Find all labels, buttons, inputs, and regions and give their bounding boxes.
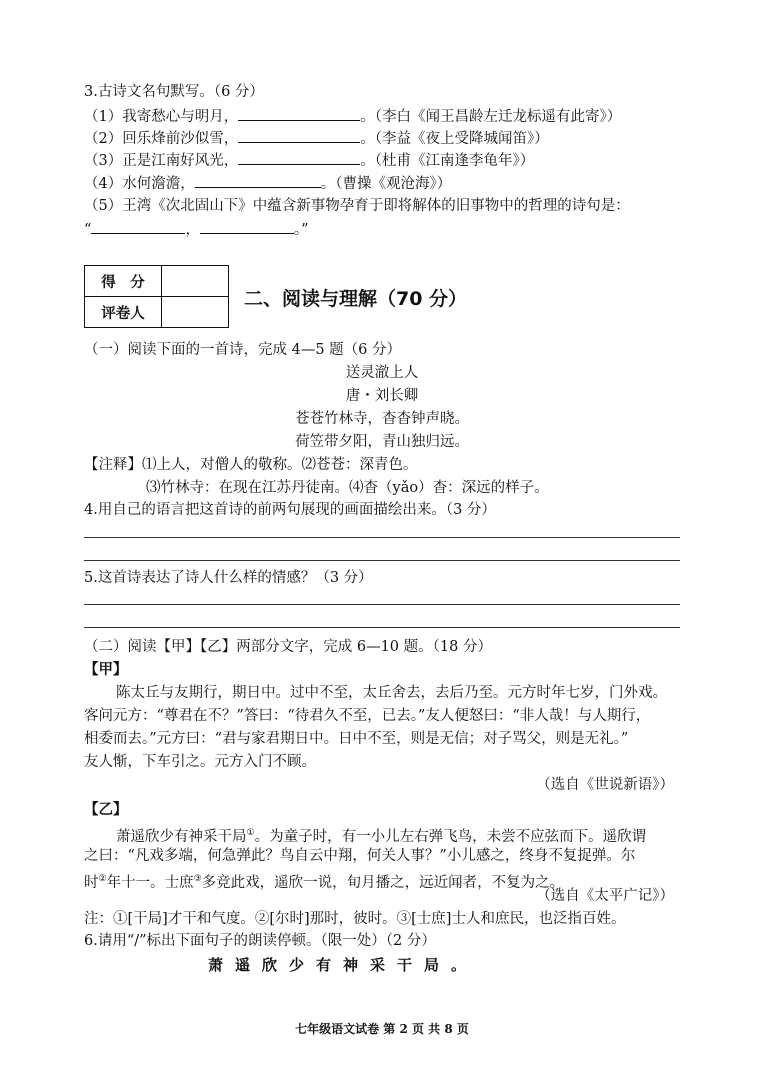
q3-item-1 xyxy=(84,106,621,127)
q5-text: 5.这首诗表达了诗人什么样的情感？（3 分） xyxy=(84,570,373,586)
q3-item-5-comma: ， xyxy=(185,222,200,238)
section-2-title: 二、阅读与理解（70 分） xyxy=(244,288,468,310)
q3-item-4-prompt: （4）水何澹澹， xyxy=(84,176,195,192)
poem-note-2: ⑶竹林寺：在现在江苏丹徒南。⑷杳（yǎo）杳：深远的样子。 xyxy=(146,480,549,496)
yi-line1-b: 。为童子时，有一小儿左右弹飞鸟，未尝不应弦而下。遥欣谓 xyxy=(254,828,647,845)
footnote-mark-3: ③ xyxy=(193,874,202,884)
poem-note-1: 【注释】⑴上人，对僧人的敬称。⑵苍苍：深青色。 xyxy=(84,457,418,473)
q3-item-4 xyxy=(84,173,451,194)
score-label: 得 分 xyxy=(85,266,162,297)
q5-answer-line-2[interactable] xyxy=(84,627,680,628)
q3-item-4-source: 。（曹操《观沧海》） xyxy=(320,176,452,192)
jia-paragraph-line-4: 友人惭，下车引之。元方入门不顾。 xyxy=(84,754,316,770)
q3-item-3-source: 。（杜甫《江南逢李龟年》） xyxy=(360,153,535,169)
q3-item-1-source: 。（李白《闻王昌龄左迁龙标遥有此寄》） xyxy=(360,109,622,125)
q3-item-3-blank[interactable] xyxy=(238,150,360,165)
grader-field[interactable] xyxy=(162,297,229,328)
q3-item-5-open-quote: “ xyxy=(84,222,92,238)
poem-line-1: 苍苍竹林寺，杳杳钟声晓。 xyxy=(295,411,469,427)
q4-answer-line-1[interactable] xyxy=(84,537,680,538)
part2-intro: （二）阅读【甲】【乙】两部分文字，完成 6—10 题。（18 分） xyxy=(84,639,492,655)
q3-item-2-prompt: （2）回乐烽前沙似雪， xyxy=(84,131,239,147)
yi-line3-a: 时 xyxy=(84,874,99,891)
yi-source: （选自《太平广记》） xyxy=(536,888,674,904)
q3-item-5-blank-1[interactable] xyxy=(91,219,185,234)
q5-answer-line-1[interactable] xyxy=(84,604,680,605)
q3-item-1-prompt: （1）我寄愁心与明月， xyxy=(84,109,239,125)
yi-paragraph-line-3 xyxy=(84,869,564,893)
poem-author: 唐・刘长卿 xyxy=(345,388,419,404)
grader-label: 评卷人 xyxy=(85,297,162,328)
q3-item-2 xyxy=(84,128,549,149)
yi-label: 【乙】 xyxy=(84,801,128,818)
poem-title: 送灵澈上人 xyxy=(345,365,419,381)
q6-sentence[interactable]: 萧遥欣少有神采干局。 xyxy=(208,956,479,974)
q3-title: 3.古诗文名句默写。（6 分） xyxy=(84,84,264,100)
footnote-mark-1: ① xyxy=(246,828,255,838)
jia-paragraph-line-1: 陈太丘与友期行，期日中。过中不至，太丘舍去，去后乃至。元方时年七岁，门外戏。 xyxy=(116,685,667,701)
part1-intro: （一）阅读下面的一首诗，完成 4—5 题（6 分） xyxy=(84,342,402,358)
jia-paragraph-line-2: 客问元方：“尊君在不？”答曰：“待君久不至，已去。”友人便怒曰：“非人哉！与人期行， xyxy=(84,708,651,724)
q3-item-2-blank[interactable] xyxy=(238,128,360,143)
q4-answer-line-2[interactable] xyxy=(84,560,680,561)
q3-item-5-close-quote: 。” xyxy=(293,222,309,238)
q3-item-4-blank[interactable] xyxy=(195,173,321,188)
yi-footnotes: 注：①[干局]才干和气度。②[尔时]那时，彼时。③[士庶]士人和庶民，也泛指百姓。 xyxy=(84,911,626,927)
poem-line-2: 荷笠带夕阳，青山独归远。 xyxy=(295,434,469,450)
jia-source: （选自《世说新语》） xyxy=(536,777,674,793)
page-footer: 七年级语文试卷 第 2 页 共 8 页 xyxy=(295,1022,469,1036)
yi-line1-a: 萧遥欣少有神采干局 xyxy=(116,828,247,845)
q3-item-2-source: 。（李益《夜上受降城闻笛》） xyxy=(360,131,549,147)
q3-item-3 xyxy=(84,150,534,171)
yi-line3-b: 年十一。士庶 xyxy=(106,874,194,891)
q3-item-1-blank[interactable] xyxy=(238,106,360,121)
q6-text: 6.请用“/”标出下面句子的朗读停顿。（限一处）（2 分） xyxy=(84,933,436,949)
jia-paragraph-line-3: 相委而去。”元方曰：“君与家君期日中。日中不至，则是无信；对子骂父，则是无礼。” xyxy=(84,731,629,747)
q4-text: 4.用自己的语言把这首诗的前两句展现的画面描绘出来。（3 分） xyxy=(84,502,496,518)
score-field[interactable] xyxy=(162,266,229,297)
yi-line3-c: 多竞此戏，遥欣一说，旬月播之，远近闻者，不复为之。 xyxy=(201,874,565,891)
jia-label: 【甲】 xyxy=(84,661,128,678)
footnote-mark-2: ② xyxy=(98,874,107,884)
q3-item-5: （5）王湾《次北固山下》中蕴含新事物孕育于即将解体的旧事物中的哲理的诗句是： xyxy=(84,198,630,214)
score-box xyxy=(84,265,229,328)
q3-item-3-prompt: （3）正是江南好风光， xyxy=(84,153,239,169)
yi-paragraph-line-2: 之曰：“凡戏多端，何急弹此？鸟自云中翔，何关人事？”小儿感之，终身不复捉弹。尔 xyxy=(84,848,636,864)
q3-item-5-answer xyxy=(84,219,309,240)
yi-paragraph-line-1 xyxy=(116,823,646,847)
q3-item-5-blank-2[interactable] xyxy=(200,219,294,234)
